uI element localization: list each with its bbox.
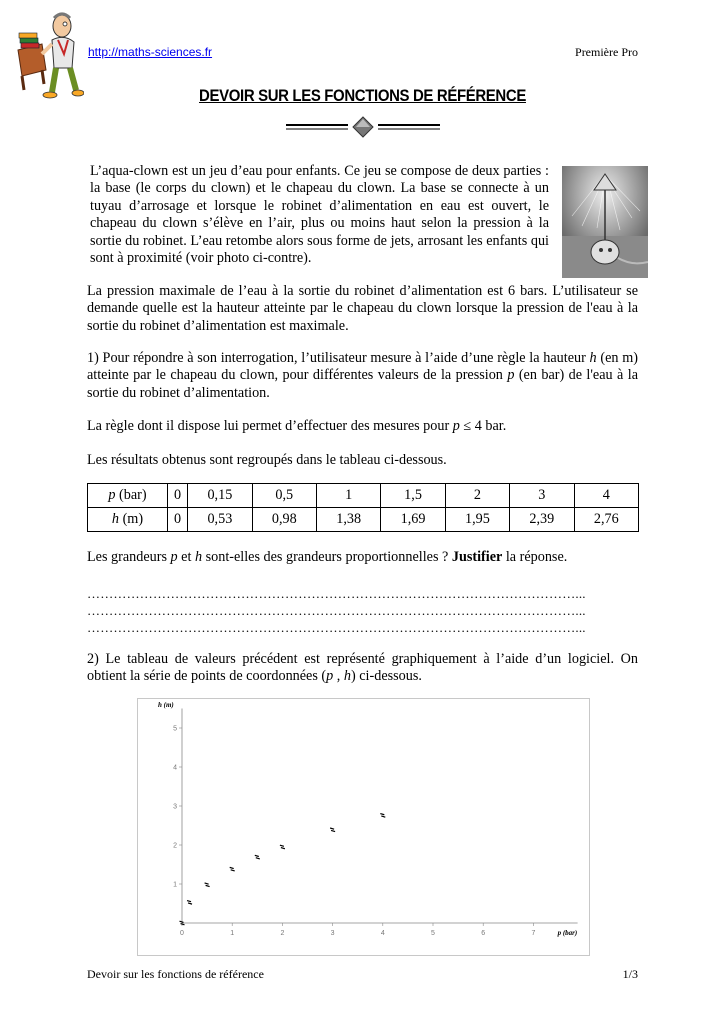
data-point-stroke: [381, 816, 385, 817]
data-point-stroke: [180, 921, 184, 922]
site-link[interactable]: http://maths-sciences.fr: [88, 45, 213, 59]
table-cell: 0,53: [188, 508, 252, 532]
results-sentence: Les résultats obtenus sont regroupés dans le tableau ci-dessous.: [87, 452, 447, 468]
question-text-d: la réponse.: [502, 549, 568, 565]
footer-title: Devoir sur les fonctions de référence: [87, 967, 264, 981]
chart-frame: [137, 698, 590, 956]
table-cell: 0: [168, 508, 188, 532]
x-tick-label: 0: [180, 930, 184, 937]
data-point: [380, 814, 385, 818]
question-text-a: Les grandeurs: [87, 549, 171, 565]
aqua-clown-photo: [562, 166, 648, 278]
data-point: [187, 901, 192, 905]
q1-var-h: h: [589, 350, 597, 366]
ruler-text-b: ≤ 4 bar.: [459, 418, 507, 434]
table-cell: 1,95: [445, 508, 509, 532]
y-tick-label: 1: [173, 881, 177, 889]
teacher-mascot-logo: [12, 10, 84, 102]
question-var-p: p: [170, 549, 178, 565]
x-tick-label: 3: [330, 930, 335, 937]
question-var-h: h: [194, 549, 203, 565]
row-h-var: h: [111, 511, 120, 527]
q2-var-p: p: [326, 668, 334, 685]
ruler-text-a: La règle dont il dispose lui permet d’effectuer des mesures pour: [87, 418, 453, 434]
table-cell: 2,39: [510, 508, 574, 532]
row-header-h: [88, 508, 168, 532]
y-tick-label: 2: [173, 842, 177, 850]
data-point: [255, 855, 260, 859]
data-point-stroke: [281, 848, 285, 849]
x-tick-label: 2: [280, 930, 285, 937]
row-p-unit: (bar): [115, 487, 147, 503]
data-point: [330, 828, 335, 832]
q1-text-c: (en bar) de l'eau à la sortie du robinet d’alimentation.: [87, 367, 638, 401]
ruler-sentence: [87, 418, 638, 435]
row-p-var: p: [108, 487, 116, 503]
q1-var-p: p: [507, 367, 515, 384]
data-point: [280, 845, 285, 849]
y-axis-label: h (m): [158, 701, 174, 709]
answer-line-2[interactable]: …………………………………………………………………………………………………...: [87, 603, 586, 618]
q2-text-b: ) ci-dessous.: [350, 668, 422, 685]
x-tick-label: 6: [481, 930, 486, 937]
question-text-c: sont-elles des grandeurs proportionnelles ?: [202, 549, 452, 565]
data-point-stroke: [230, 867, 234, 868]
question-text-b: et: [177, 549, 195, 565]
data-point: [205, 883, 210, 887]
table-cell: 0: [168, 484, 188, 508]
table-row-p: [88, 484, 639, 508]
page-number: 1/3: [622, 967, 638, 981]
question-1-intro: [87, 350, 638, 402]
page-title: DEVOIR SUR LES FONCTIONS DE RÉFÉRENCE: [199, 86, 526, 105]
data-point-stroke: [280, 845, 284, 846]
table-cell: 0,15: [188, 484, 252, 508]
table-cell: 0,5: [252, 484, 316, 508]
x-tick-label: 1: [230, 930, 235, 937]
data-point-stroke: [331, 830, 335, 831]
table-cell: 1: [316, 484, 380, 508]
x-tick-label: 4: [380, 930, 385, 937]
data-point-stroke: [181, 924, 185, 925]
data-point-stroke: [205, 883, 209, 884]
table-cell: 4: [574, 484, 638, 508]
data-point-stroke: [255, 855, 259, 856]
y-tick-label: 4: [173, 764, 177, 772]
title-ornament: [284, 116, 442, 138]
data-point-stroke: [330, 828, 334, 829]
intro-paragraph: L’aqua-clown est un jeu d’eau pour enfants. Ce jeu se compose de deux parties : la base (le corps du clown) et le chapeau du clown. La base se connecte à un tuyau d’arrosage et lorsque le robinet d’alimentation en eau est ouvert, le chapeau du clown s’élève en l’air, plus ou moins haut selon la pression à la sortie du robinet. L’eau retombe alors sous forme de jets, arrosant les enfants qui sont à proximité (voir photo ci-contre).: [90, 163, 549, 267]
scatter-chart: [138, 699, 589, 955]
context-paragraph: La pression maximale de l’eau à la sortie du robinet d’alimentation est 6 bars. L’utilisateur se demande quelle est la hauteur atteinte par le chapeau du clown lorsque la pression de l'eau à la sortie du robinet d’alimentation est maximale.: [87, 283, 638, 334]
data-point-stroke: [187, 901, 191, 902]
table-cell: 0,98: [252, 508, 316, 532]
data-point-stroke: [231, 870, 235, 871]
question-bold: Justifier: [451, 549, 503, 565]
data-point-stroke: [380, 814, 384, 815]
q1-text-a: 1) Pour répondre à son interrogation, l’utilisateur mesure à l’aide d’une règle la hauteur: [87, 350, 590, 366]
table-cell: 1,69: [381, 508, 445, 532]
table-cell: 3: [510, 484, 574, 508]
y-tick-label: 5: [173, 725, 177, 733]
question-2-intro: [87, 651, 638, 686]
row-h-unit: (m): [119, 511, 144, 527]
answer-line-1[interactable]: …………………………………………………………………………………………………...: [87, 586, 586, 601]
x-tick-label: 7: [531, 930, 536, 937]
proportionality-question: [87, 549, 638, 566]
y-tick-label: 3: [173, 803, 177, 811]
x-axis-label: p (bar): [557, 929, 578, 937]
data-point: [230, 867, 235, 871]
table-row-h: [88, 508, 639, 532]
q2-text-a: 2) Le tableau de valeurs précédent est représenté graphiquement à l’aide d’un logiciel. On obtient la série de points de coordonnées (: [87, 651, 638, 685]
values-table: [87, 483, 639, 532]
row-header-p: [88, 484, 168, 508]
data-point-stroke: [206, 885, 210, 886]
table-cell: 2,76: [574, 508, 638, 532]
class-level: Première Pro: [575, 45, 638, 59]
ruler-var-p: p: [452, 418, 460, 434]
table-cell: 1,38: [316, 508, 380, 532]
x-tick-label: 5: [431, 930, 435, 937]
data-point-stroke: [188, 903, 192, 904]
data-point-stroke: [256, 858, 260, 859]
q1-text-b: (en m) atteinte par le chapeau du clown, pour différentes valeurs de la pression: [87, 350, 638, 384]
q2-sep: ,: [333, 668, 344, 685]
q2-var-h: h: [343, 668, 351, 685]
table-cell: 1,5: [381, 484, 445, 508]
table-cell: 2: [445, 484, 509, 508]
answer-line-3[interactable]: …………………………………………………………………………………………………...: [87, 620, 586, 635]
